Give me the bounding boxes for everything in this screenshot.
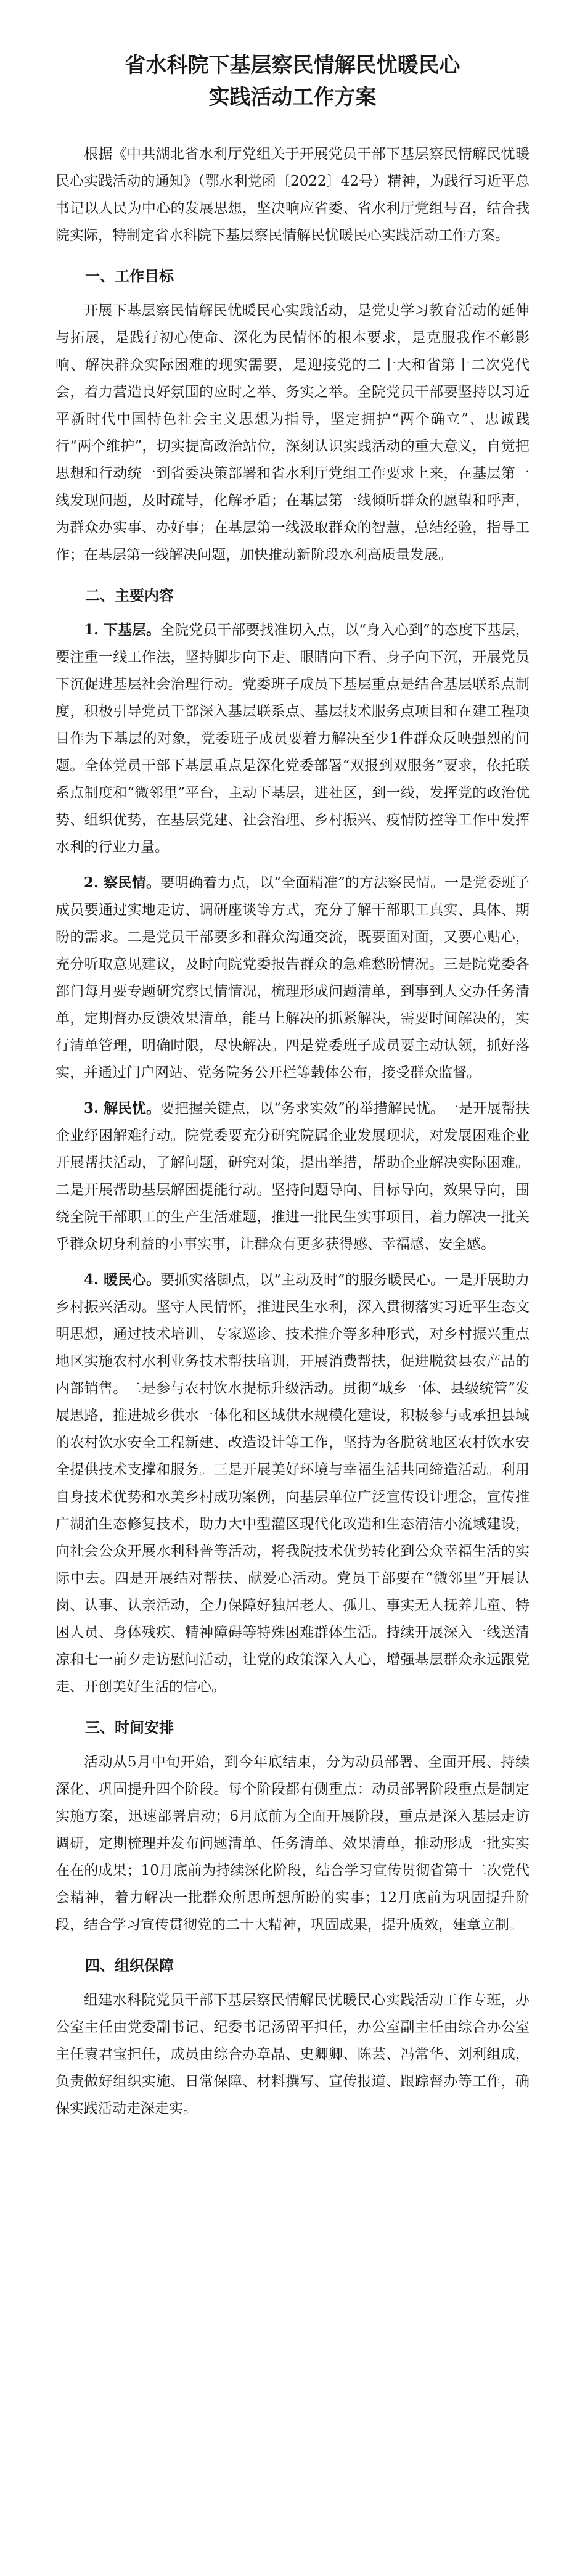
title-line-2: 实践活动工作方案	[208, 85, 377, 110]
content-paragraph-warm	[55, 1266, 530, 1700]
section-heading-content: 二、主要内容	[85, 587, 174, 604]
item-text-1: 全院党员干部要找准切入点，以“身入心到”的态度下基层，要注重一线工作法，坚持脚步向下走、眼睛向下看、身子向下沉，开展党员下沉促进基层社会治理行动。党委班子成员下基层重点是结合基层联系点制度，积极引导党员干部深入基层联系点、基层技术服务点项目和在建工程项目作为下基层的对象，党委班子成员要着力解决至少1件群众反映强烈的问题。全体党员干部下基层重点是深化党委部署“双报到双服务”要求，依托联系点制度和“微邻里”平台，主动下基层，进社区，到一线，发挥党的政治优势、组织优势，在基层党建、社会治理、乡村振兴、疫情防控等工作中发挥水利的行业力量。	[55, 622, 530, 855]
content-paragraph-solve	[55, 1095, 530, 1258]
document-title	[55, 49, 530, 113]
content-paragraph-go-grassroots	[55, 617, 530, 861]
title-line-1: 省水科院下基层察民情解民忧暖民心	[125, 53, 460, 78]
item-text-2: 要明确着力点，以“全面精准”的方法察民情。一是党委班子成员要通过实地走访、调研座谈等方式，充分了解干部职工真实、具体、期盼的需求。二是党员干部要多和群众沟通交流，既要面对面，又要心贴心，充分听取意见建议，及时向院党委报告群众的急难愁盼情况。三是院党委各部门每月要专题研究察民情情况，梳理形成问题清单，到事到人交办任务清单，定期督办反馈效果清单，能马上解决的抓紧解决，需要时间解决的，实行清单管理，明确时限，尽快解决。四是党委班子成员要主动认领，抓好落实，并通过门户网站、党务院务公开栏等载体公布，接受群众监督。	[55, 875, 530, 1081]
item-lead-3: 3. 解民忧。	[84, 1100, 161, 1117]
item-lead-4: 4. 暖民心。	[84, 1271, 161, 1288]
item-text-4: 要抓实落脚点，以“主动及时”的服务暖民心。一是开展助力乡村振兴活动。坚守人民情怀，推进民生水利，深入贯彻落实习近平生态文明思想，通过技术培训、专家巡诊、技术推介等多种形式，对乡村振兴重点地区实施农村水利业务技术帮扶培训，开展消费帮扶，促进脱贫县农产品的内部销售。二是参与农村饮水提标升级活动。贯彻“城乡一体、县级统管”发展思路，推进城乡供水一体化和区域供水规模化建设，积极参与或承担县域的农村饮水安全工程新建、改造设计等工作，坚持为各脱贫地区农村饮水安全提供技术支撑和服务。三是开展美好环境与幸福生活共同缔造活动。利用自身技术优势和水美乡村成功案例，向基层单位广泛宣传设计理念，宣传推广湖泊生态修复技术，助力大中型灌区现代化改造和生态清洁小流域建设，向社会公众开展水利科普等活动，将我院技术优势转化到公众幸福生活的实际中去。四是开展结对帮扶、献爱心活动。党员干部要在“微邻里”开展认岗、认事、认亲活动，全力保障好独居老人、孤儿、事实无人抚养儿童、特困人员、身体残疾、精神障碍等特殊困难群体生活。持续开展深入一线送清凉和七一前夕走访慰问活动，让党的政策深入人心，增强基层群众永远跟党走、开创美好生活的信心。	[55, 1272, 530, 1695]
intro-paragraph: 根据《中共湖北省水利厅党组关于开展党员干部下基层察民情解民忧暖民心实践活动的通知》（鄂水利党函〔2022〕42号）精神，为践行习近平总书记以人民为中心的发展思想，坚决响应省委、省水利厅党组号召，结合我院实际，特制定省水科院下基层察民情解民忧暖民心实践活动工作方案。	[55, 146, 530, 244]
schedule-paragraph: 活动从5月中旬开始，到今年底结束，分为动员部署、全面开展、持续深化、巩固提升四个阶段。每个阶段都有侧重点：动员部署阶段重点是制定实施方案，迅速部署启动；6月底前为全面开展阶段，重点是深入基层走访调研，定期梳理并发布问题清单、任务清单、效果清单，推动形成一批实实在在的成果；10月底前为持续深化阶段，结合学习宣传贯彻省第十二次党代会精神，着力解决一批群众所思所想所盼的实事；12月底前为巩固提升阶段，结合学习宣传贯彻党的二十大精神，巩固成果，提升质效，建章立制。	[55, 1754, 530, 1933]
item-lead-2: 2. 察民情。	[84, 874, 161, 891]
section-heading-goals: 一、工作目标	[85, 268, 174, 285]
section-heading-schedule: 三、时间安排	[85, 1719, 174, 1736]
organization-paragraph: 组建水科院党员干部下基层察民情解民忧暖民心实践活动工作专班，办公室主任由党委副书记、纪委书记汤留平担任，办公室副主任由综合办公室主任袁君宝担任，成员由综合办章晶、史卿卿、陈芸、冯常华、刘利组成，负责做好组织实施、日常保障、材料撰写、宣传报道、跟踪督办等工作，确保实践活动走深走实。	[55, 1992, 530, 2117]
item-text-3: 要把握关键点，以“务求实效”的举措解民忧。一是开展帮扶企业纾困解难行动。院党委要充分研究院属企业发展现状，对发展困难企业开展帮扶活动，了解问题，研究对策，提出举措，帮助企业解决实际困难。二是开展帮助基层解困提能行动。坚持问题导向、目标导向，效果导向，围绕全院干部职工的生产生活难题，推进一批民生实事项目，着力解决一批关乎群众切身利益的小事实事，让群众有更多获得感、幸福感、安全感。	[55, 1101, 530, 1252]
goals-paragraph: 开展下基层察民情解民忧暖民心实践活动，是党史学习教育活动的延伸与拓展，是践行初心使命、深化为民情怀的根本要求，是克服我作不彰影响、解决群众实际困难的现实需要，是迎接党的二十大和省第十二次党代会，着力营造良好氛围的应时之举、务实之举。全院党员干部要坚持以习近平新时代中国特色社会主义思想为指导，坚定拥护“两个确立”、忠诚践行“两个维护”，切实提高政治站位，深刻认识实践活动的重大意义，自觉把思想和行动统一到省委决策部署和省水利厅党组工作要求上来，在基层第一线发现问题，及时疏导，化解矛盾；在基层第一线倾听群众的愿望和呼声，为群众办实事、办好事；在基层第一线汲取群众的智慧，总结经验，指导工作；在基层第一线解决问题，加快推动新阶段水利高质量发展。	[55, 303, 530, 563]
content-paragraph-observe	[55, 869, 530, 1086]
item-lead-1: 1. 下基层。	[84, 621, 161, 638]
section-heading-organization: 四、组织保障	[85, 1957, 174, 1974]
document-body	[55, 141, 530, 2122]
